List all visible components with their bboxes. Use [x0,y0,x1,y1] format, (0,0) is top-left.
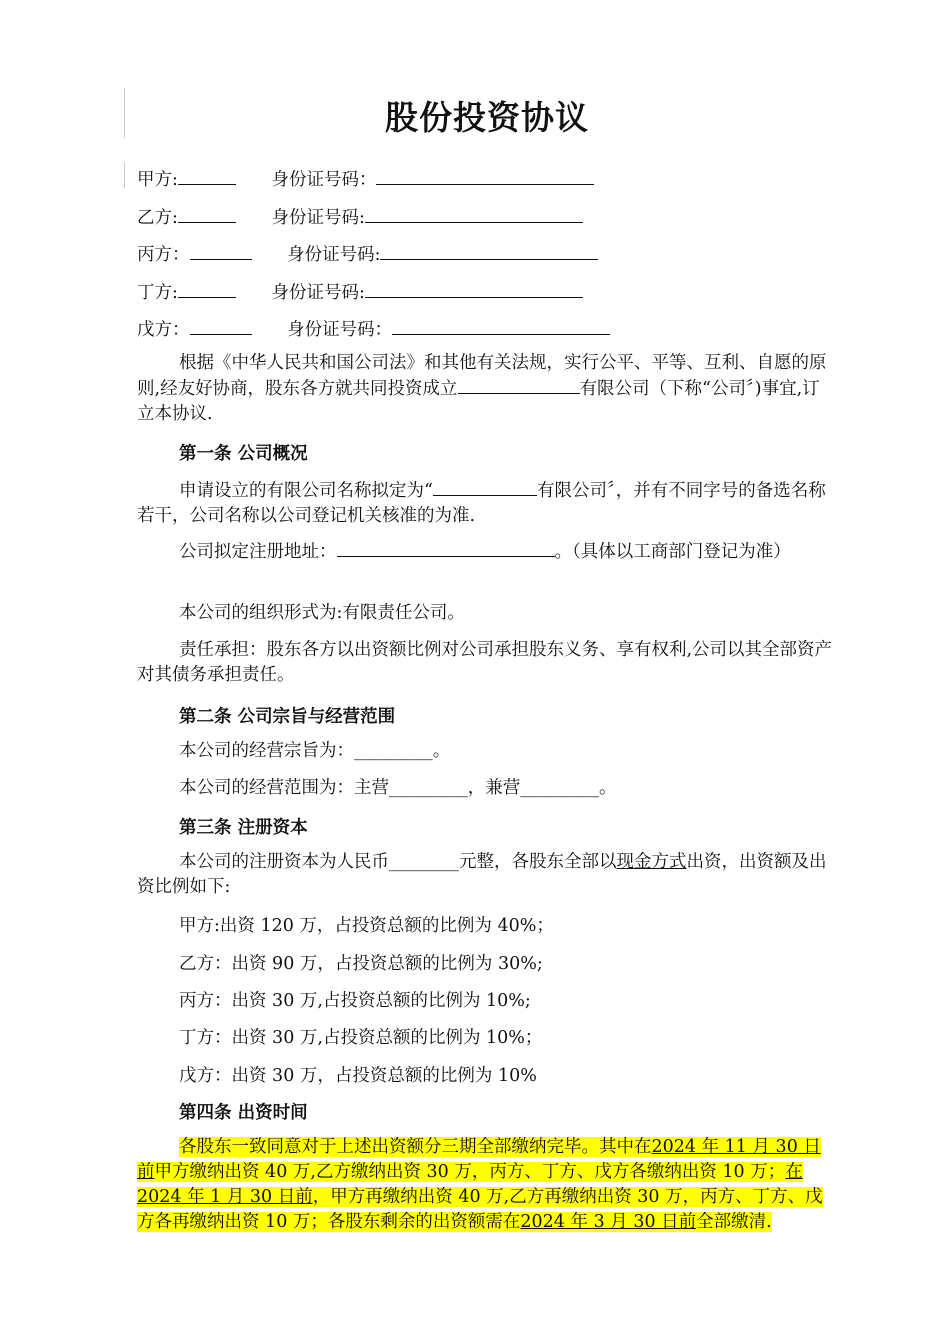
intro-paragraph [137,351,837,427]
id-number-field[interactable] [392,317,610,335]
capital-text: 元整，各股东全部以 [459,852,617,872]
purpose-field[interactable]: _________ [354,741,433,761]
id-number-field[interactable] [376,167,594,185]
id-label: 身份证号码： [287,320,393,340]
article-2-heading: 第二条 公司宗旨与经营范围 [179,707,396,727]
deadline-1: 2024 年 11 月 30 日前 [137,1137,821,1182]
deadline-2: 在 2024 年 1 月 30 日前 [137,1162,803,1207]
purpose-label: 本公司的经营宗旨为： [179,741,354,761]
address-label: 公司拟定注册地址： [179,542,337,562]
contribution-item: 乙方：出资 90 万，占投资总额的比例为 30%; [179,954,543,974]
party-label: 丙方： [137,245,190,265]
party-name-field[interactable] [190,242,252,260]
id-label: 身份证号码: [271,283,365,303]
scope-mid: ，兼营 [467,778,521,798]
schedule-text: 甲方缴纳出资 40 万,乙方缴纳出资 30 万，丙方、丁方、戊方各缴纳出资 10 万； [154,1162,786,1182]
margin-mark-left [124,162,125,188]
schedule-text-end: 全部缴清. [696,1212,772,1232]
company-name-field[interactable] [458,376,580,394]
company-name-paragraph [137,478,837,529]
purpose-end: 。 [432,741,451,761]
schedule-text: ，甲方再缴纳出资 40 万,乙方再缴纳出资 30 万，丙方、丁方、戊方各再缴纳出资 10 万；各股东剩余的出资额需在 [137,1187,823,1232]
party-name-field[interactable] [178,205,236,223]
liability-paragraph: 责任承担：股东各方以出资额比例对公司承担股东义务、享有权利,公司以其全部资产对其债务承担责任。 [137,640,833,685]
intro-text-end: 有限公司（下称“公司〞)事宜,订立本协议. [137,379,820,424]
name-text: 申请设立的有限公司名称拟定为“ [179,481,433,501]
cash-method-text: 现金方式 [616,852,687,872]
side-business-field[interactable]: _________ [520,778,599,798]
purpose-paragraph [137,739,837,764]
id-number-field[interactable] [365,205,583,223]
name-text-end: 有限公司〞，并有不同字号的备选名称若干，公司名称以公司登记机关核准的为准. [137,481,826,526]
capital-label: 本公司的注册资本为人民币 [179,852,389,872]
id-label: 身份证号码: [271,208,365,228]
party-row [137,241,598,266]
schedule-text: 各股东一致同意对于上述出资额分三期全部缴纳完毕。其中在 [179,1137,652,1157]
id-number-field[interactable] [365,280,583,298]
address-paragraph [137,539,837,565]
contribution-item: 丙方：出资 30 万,占投资总额的比例为 10%; [179,991,531,1011]
margin-mark-top [124,88,125,138]
address-field[interactable] [337,539,555,557]
address-note: 。（具体以工商部门登记为准） [554,542,791,562]
party-label: 丁方: [137,283,178,303]
party-row [137,279,583,304]
party-row [137,204,583,229]
id-number-field[interactable] [380,242,598,260]
contribution-item: 甲方:出资 120 万，占投资总额的比例为 40%； [179,916,554,936]
deadline-3: 2024 年 3 月 30 日前 [520,1212,697,1232]
scope-end: 。 [599,778,617,798]
party-row [137,166,594,191]
party-label: 甲方: [137,170,178,190]
article-4-heading: 第四条 出资时间 [179,1103,308,1123]
intro-text: 根据《中华人民共和国公司法》和其他有关法规，实行公平、平等、互利、自愿的原则,经友好协商，股东各方就共同投资成立 [137,353,827,399]
contribution-item: 丁方：出资 30 万,占投资总额的比例为 10%； [179,1028,543,1048]
party-label: 乙方: [137,208,178,228]
party-name-field[interactable] [178,167,236,185]
id-label: 身份证号码： [271,170,377,190]
party-row [137,316,610,341]
org-form-paragraph: 本公司的组织形式为:有限责任公司。 [179,603,465,623]
party-name-field[interactable] [178,280,236,298]
scope-label: 本公司的经营范围为：主营 [179,778,389,798]
article-3-heading: 第三条 注册资本 [179,818,308,838]
capital-text-end: 出资，出资额及出资比例如下: [137,852,827,897]
party-label: 戊方： [137,320,190,340]
capital-paragraph [137,850,837,900]
capital-amount-field[interactable]: ________ [389,852,459,872]
main-business-field[interactable]: _________ [389,778,468,798]
article-1-heading: 第一条 公司概况 [179,444,308,464]
party-name-field[interactable] [190,317,252,335]
payment-schedule-paragraph [137,1135,837,1235]
id-label: 身份证号码: [287,245,381,265]
scope-paragraph [137,776,837,801]
proposed-name-field[interactable] [433,478,537,496]
document-title: 股份投资协议 [385,98,589,137]
contribution-item: 戊方：出资 30 万，占投资总额的比例为 10% [179,1066,537,1086]
